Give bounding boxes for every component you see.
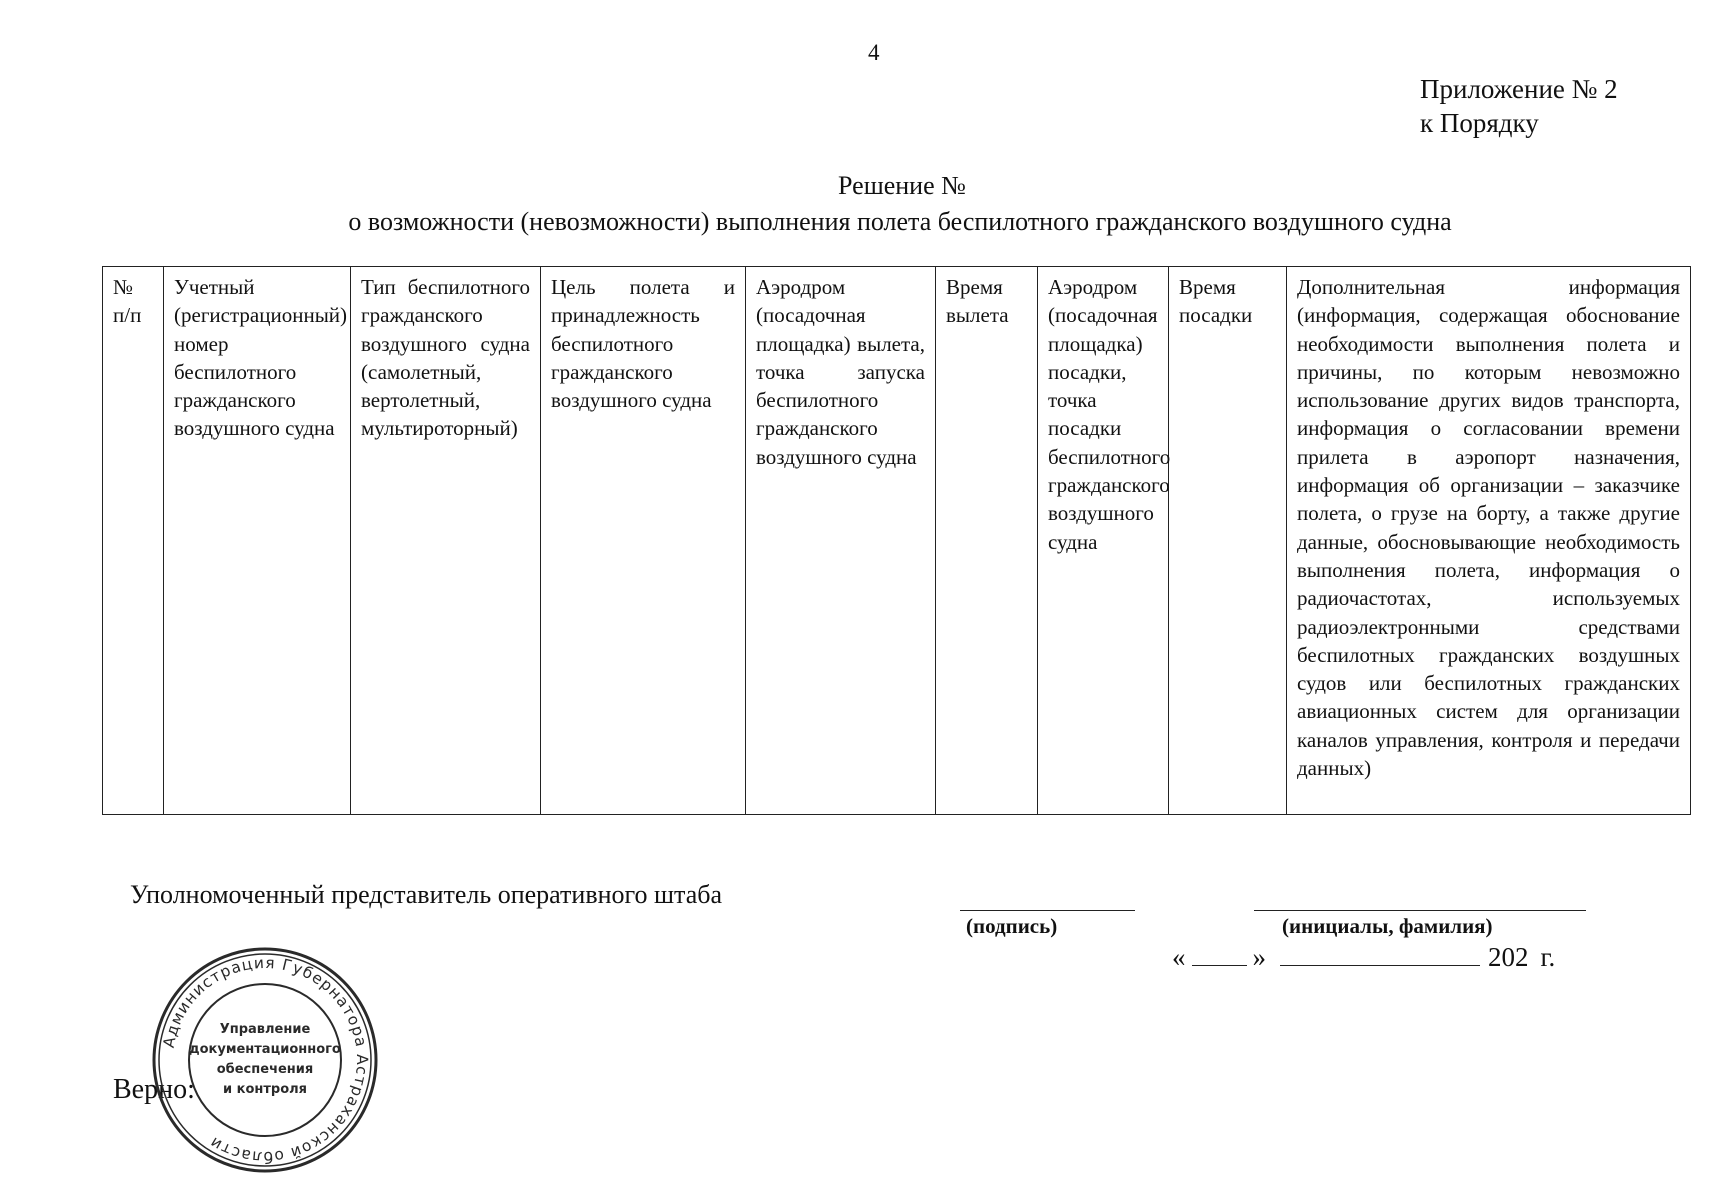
- seal-inner-ring: [189, 984, 341, 1136]
- decision-table: [102, 266, 1691, 815]
- col-header-departure-aerodrome: Аэродром (посадочная площадка) вылета, точка запуска беспилотного гражданского воздушного судна: [746, 267, 936, 815]
- col-header-landing-time: Время посадки: [1169, 267, 1287, 815]
- year-suffix: г.: [1540, 942, 1556, 972]
- signature-line[interactable]: [960, 910, 1135, 911]
- appendix-line-2: к Порядку: [1420, 108, 1539, 138]
- name-line[interactable]: [1254, 910, 1586, 911]
- title-line-1: Решение №: [838, 171, 966, 200]
- seal-outer-ring: [154, 949, 376, 1171]
- seal-center-line-2: документационного: [189, 1042, 341, 1057]
- col-header-aircraft-type: Тип беспилотного гражданского воздушного судна (самолетный, вертолетный, мультироторный): [351, 267, 541, 815]
- col-header-number: № п/п: [103, 267, 164, 815]
- table-header-row: [103, 267, 1691, 815]
- seal-ring-text: Администрация Губернатора Астраханской области: [159, 953, 372, 1167]
- date-field: [1172, 942, 1555, 973]
- col-header-departure-time: Время вылета: [936, 267, 1038, 815]
- title-line-2: о возможности (невозможности) выполнения полета беспилотного гражданского воздушного судна: [348, 207, 1452, 236]
- date-close-quote: »: [1252, 942, 1266, 972]
- date-open-quote: «: [1172, 942, 1186, 972]
- appendix-line-1: Приложение № 2: [1420, 74, 1618, 104]
- col-header-flight-purpose: Цель полета и принадлежность беспилотного гражданского воздушного судна: [541, 267, 746, 815]
- year-prefix: 202: [1488, 942, 1529, 972]
- signature-caption: (подпись): [966, 914, 1058, 938]
- month-blank[interactable]: [1280, 943, 1480, 966]
- col-header-landing-aerodrome: Аэродром (посадочная площадка) посадки, точка посадки беспилотного гражданского воздушного судна: [1038, 267, 1169, 815]
- document-title: [0, 168, 1724, 240]
- name-caption: (инициалы, фамилия): [1282, 914, 1493, 938]
- seal-center-line-1: Управление: [219, 1022, 311, 1037]
- col-header-registration-number: Учетный (регистрационный) номер беспилотного гражданского воздушного судна: [164, 267, 351, 815]
- seal-center-line-3: обеспечения: [216, 1062, 314, 1077]
- representative-label: Уполномоченный представитель оперативного штаба: [130, 880, 723, 909]
- seal-center-line-4: и контроля: [222, 1082, 308, 1097]
- verno-label: Верно:: [113, 1074, 195, 1105]
- appendix-label: [1420, 72, 1618, 140]
- page-number: 4: [868, 40, 880, 65]
- day-blank[interactable]: [1192, 943, 1247, 966]
- col-header-additional-info: Дополнительная информация (информация, содержащая обоснование необходимости выполнения полета и причины, по которым невозможно использование других видов транспорта, информация о согласовании времени прилета в аэропорт назначения, информация об организации – заказчике полета, о грузе на борту, а также другие данные, обосновывающие необходимость выполнения полета, информация о радиочастотах, используемых радиоэлектронными средствами беспилотных гражданских воздушных судов или беспилотных гражданских авиационных систем для организации каналов управления, контроля и передачи данных): [1287, 267, 1691, 815]
- official-seal: [150, 945, 380, 1175]
